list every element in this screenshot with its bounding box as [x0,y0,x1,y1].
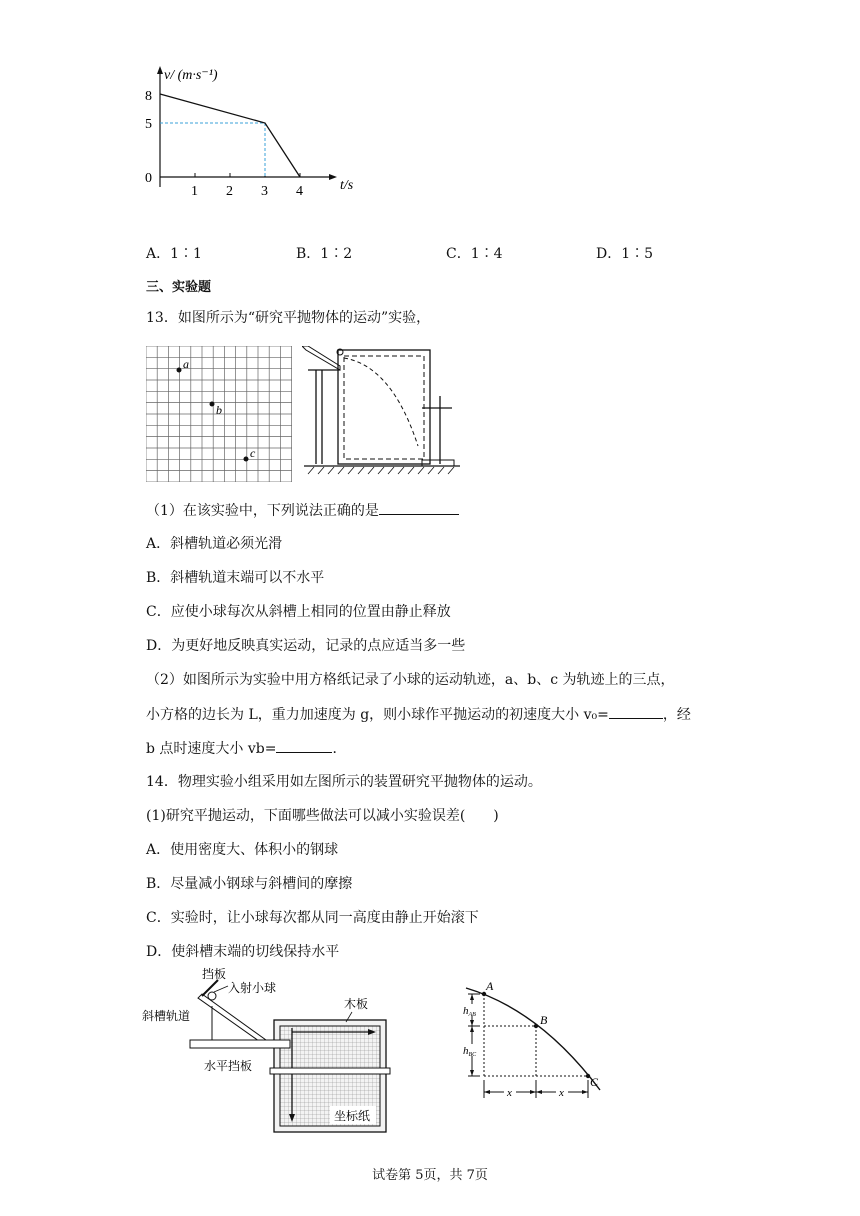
y-axis-arrow [157,66,163,74]
y-tick-0: 0 [145,171,152,186]
q13-option-d: D．为更好地反映真实运动，记录的点应适当多一些 [146,638,466,654]
label-paper: 坐标纸 [334,1109,371,1123]
q14-apparatus-figure [140,966,400,1136]
point-c [244,457,249,462]
x-axis-label: t/s [340,178,354,193]
option-b: B．1∶2 [296,246,353,262]
x-tick-4: 4 [296,184,303,199]
horizontal-track [190,1040,290,1048]
label-b: b [216,403,222,417]
q13-part2-line2-end: ，经 [662,707,691,723]
q13-apparatus-figure [302,346,462,476]
trajectory-dashed [344,358,418,446]
label-a: a [183,357,189,371]
q14-trajectory-figure [460,980,610,1120]
page-footer: 试卷第 5页，共 7页 [372,1168,488,1183]
slope-track [198,994,266,1046]
answer-blank-1 [379,500,459,515]
y-tick-8: 8 [145,89,152,104]
label-hBC-sub: BC [468,1052,477,1058]
q13-part1 [146,500,459,521]
label-A: A [486,980,494,993]
horizontal-baffle [270,1068,390,1074]
q14-option-c: C．实验时，让小球每次都从同一高度由静止开始滚下 [146,910,479,926]
label-x1: x [507,1087,512,1099]
label-x2: x [559,1087,564,1099]
stand-base [422,460,454,466]
label-baffle: 挡板 [202,967,227,981]
q13-option-c: C．应使小球每次从斜槽上相同的位置由静止释放 [146,604,451,620]
label-horizontal-baffle: 水平挡板 [204,1059,253,1073]
label-leader-ball [214,986,228,992]
q14-stem: 14．物理实验小组采用如左图所示的装置研究平抛物体的运动。 [146,774,542,790]
answer-blank-vb [276,738,332,753]
label-C: C [590,1075,599,1089]
q13-stem: 13．如图所示为“研究平抛物体的运动”实验， [146,310,431,326]
label-hBC-main: h [463,1045,469,1057]
q14-option-b: B．尽量减小钢球与斜槽间的摩擦 [146,876,353,892]
paper-dashed [344,356,424,459]
q14-option-a: A．使用密度大、体积小的钢球 [146,842,339,858]
q13-part2-line2-text: 小方格的边长为 L，重力加速度为 g，则小球作平抛运动的初速度大小 v₀= [146,707,609,723]
option-d: D．1∶5 [596,246,654,262]
q13-part2-line3-text: b 点时速度大小 vb= [146,741,277,757]
q14-option-d: D．使斜槽末端的切线保持水平 [146,944,340,960]
label-c: c [250,446,256,460]
q14-part1: (1)研究平抛运动，下面哪些做法可以减小实验误差( ) [146,808,499,824]
q13-part2-line2 [146,704,691,725]
label-hAB-main: h [463,1005,469,1017]
point-b [210,402,215,407]
x-tick-3: 3 [261,184,268,199]
q13-grid-figure [146,346,292,482]
trajectory-curve [466,988,600,1090]
q13-part1-text: （1）在该实验中，下列说法正确的是 [146,503,379,519]
label-ball: 入射小球 [228,981,277,995]
label-board: 木板 [344,997,369,1011]
answer-blank-v0 [609,704,663,719]
x-tick-1: 1 [191,184,198,199]
label-B: B [540,1013,548,1027]
y-tick-5: 5 [145,117,152,132]
q13-option-b: B．斜槽轨道末端可以不水平 [146,570,325,586]
x-tick-2: 2 [226,184,233,199]
vt-graph [140,62,370,202]
incident-ball [208,992,216,1000]
q13-part2-line3-end: ． [332,741,347,757]
ramp [302,346,340,370]
velocity-line [160,94,300,177]
q13-part2-line3 [146,738,346,759]
q13-part2-line1: （2）如图所示为实验中用方格纸记录了小球的运动轨迹，a、b、c 为轨迹上的三点， [146,672,675,688]
y-axis-label: v/ (m·s⁻¹) [164,68,218,83]
option-a: A．1∶1 [146,246,202,262]
label-hAB-sub: AB [468,1012,476,1018]
section-title: 三、实验题 [146,280,212,295]
q13-option-a: A．斜槽轨道必须光滑 [146,536,283,552]
label-track: 斜槽轨道 [142,1009,191,1023]
point-a [177,368,182,373]
board [338,350,430,464]
x-axis-arrow [329,174,337,180]
option-c: C．1∶4 [446,246,503,262]
